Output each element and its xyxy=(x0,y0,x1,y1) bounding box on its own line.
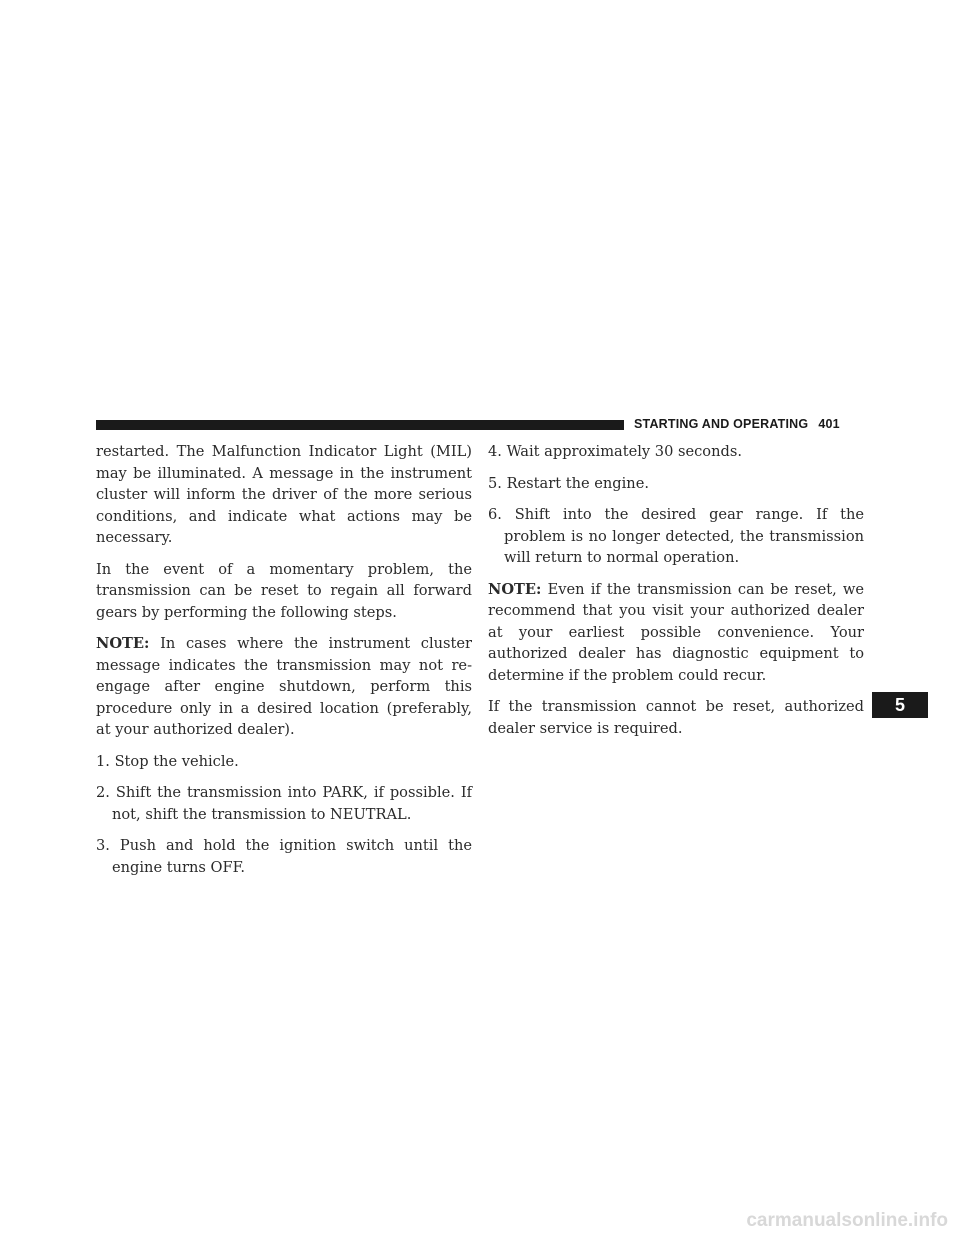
note-label: NOTE: xyxy=(488,580,542,598)
note-paragraph-right xyxy=(488,579,864,687)
running-header xyxy=(634,417,840,431)
watermark-text: carmanualsonline.info xyxy=(746,1210,948,1231)
paragraph-service-required: If the transmission cannot be reset, authorized dealer service is required. xyxy=(488,698,864,737)
paragraph-mil: restarted. The Malfunction Indicator Light (MIL) may be illuminated. A message in the instrument cluster will inform the driver of the more serious conditions, and indicate what actions may be necessary. xyxy=(96,443,472,546)
step-2: 2. Shift the transmission into PARK, if possible. If not, shift the transmission to NEUTRAL. xyxy=(96,784,472,823)
note-label: NOTE: xyxy=(96,635,150,652)
note-paragraph-left xyxy=(96,633,472,741)
step-5: 5. Restart the engine. xyxy=(488,474,649,492)
header-rule xyxy=(96,420,624,430)
note-text: In cases where the instrument cluster message indicates the transmission may not re-engage after engine shutdown, perform this procedure only in a desired location (preferably, at your authorized dealer). xyxy=(96,635,472,738)
left-column xyxy=(96,441,472,888)
right-column xyxy=(488,441,864,749)
step-1: 1. Stop the vehicle. xyxy=(96,752,239,770)
page-number: 401 xyxy=(818,417,840,431)
paragraph-reset-intro: In the event of a momentary problem, the transmission can be reset to regain all forward gears by performing the following steps. xyxy=(96,560,472,621)
chapter-tab: 5 xyxy=(872,692,928,718)
step-3: 3. Push and hold the ignition switch until the engine turns OFF. xyxy=(96,837,472,876)
section-title: STARTING AND OPERATING xyxy=(634,417,809,431)
step-6: 6. Shift into the desired gear range. If the problem is no longer detected, the transmission will return to normal operation. xyxy=(488,506,864,566)
note-text: Even if the transmission can be reset, we recommend that you visit your authorized dealer at your earliest possible convenience. Your authorized dealer has diagnostic equipment to determine if the problem could recur. xyxy=(488,580,864,684)
step-4: 4. Wait approximately 30 seconds. xyxy=(488,443,742,460)
